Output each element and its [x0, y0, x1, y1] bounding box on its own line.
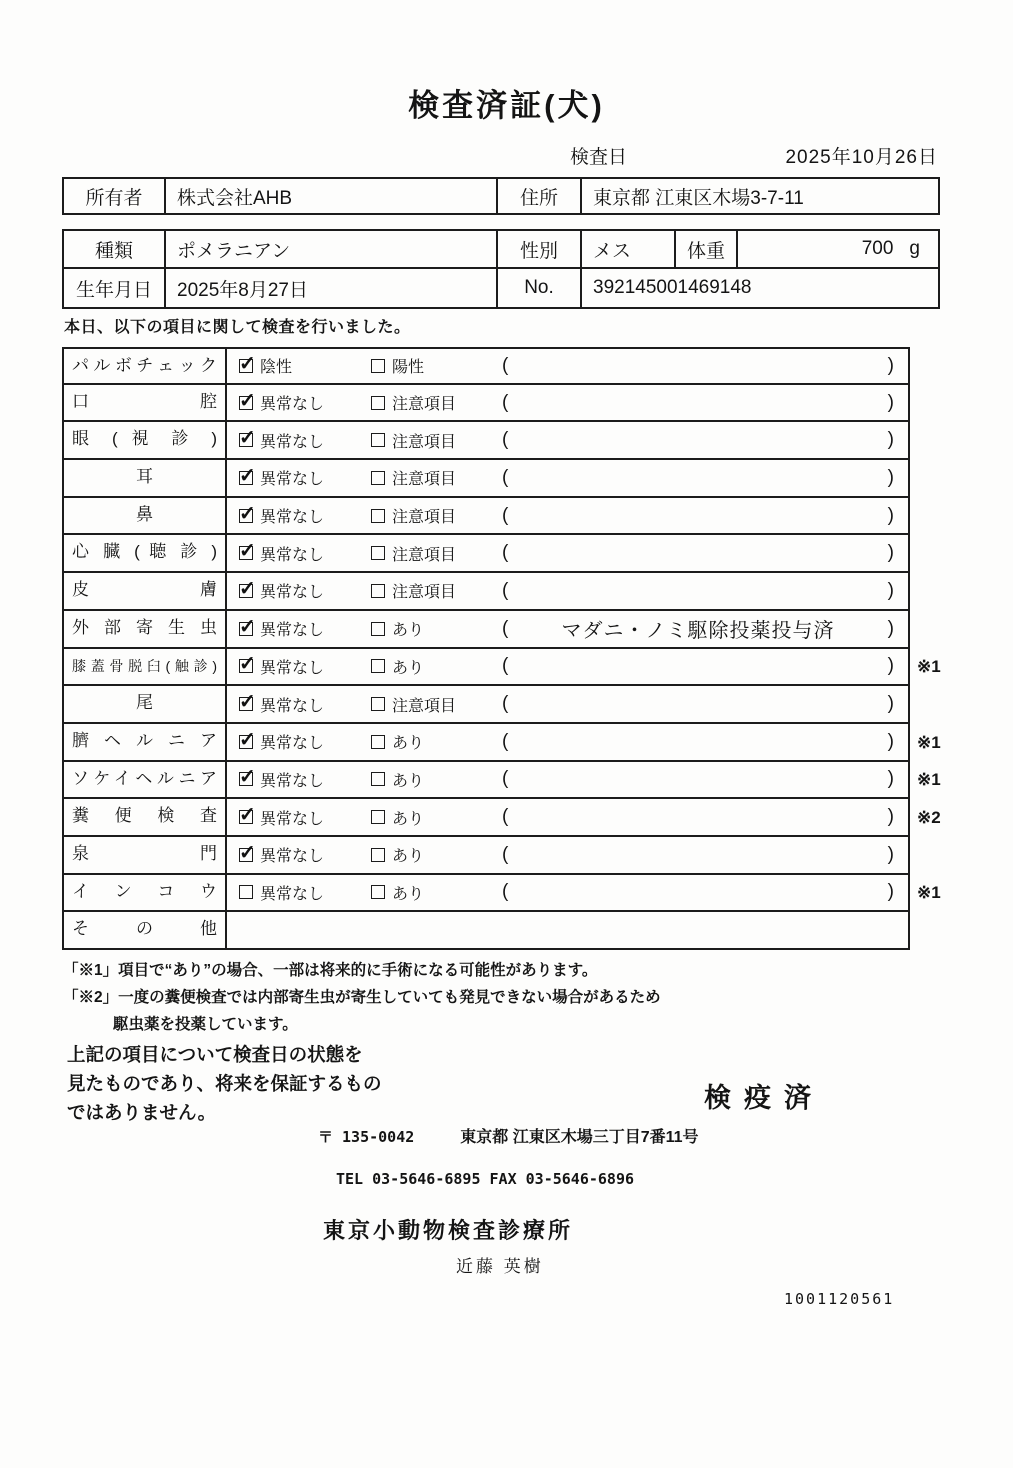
paren-open: ( [502, 391, 509, 413]
note-marker [910, 686, 965, 724]
inspection-row-body [227, 649, 908, 685]
checkbox-option [227, 730, 369, 753]
unchecked-checkbox-icon[interactable] [371, 697, 385, 711]
inspection-row-main [62, 762, 910, 800]
inspection-item-label: 心 臓 ( 聴 診 ) [64, 535, 227, 571]
inspection-row-main [62, 422, 910, 460]
paren-close: ) [887, 542, 894, 564]
footnotes [63, 957, 661, 1038]
checkbox-option [369, 579, 502, 602]
inspection-item-label: 眼 ( 視 診 ) [64, 422, 227, 458]
checkbox-label: 異常なし [260, 546, 325, 564]
checkbox-label: 注意項目 [392, 697, 457, 715]
paren-field [502, 542, 908, 564]
paren-open: ( [502, 843, 509, 865]
checkbox-label: あり [392, 772, 425, 790]
inspection-row [62, 762, 967, 800]
unchecked-checkbox-icon[interactable] [371, 848, 385, 862]
inspection-row-main [62, 724, 910, 762]
inspection-date-row [62, 142, 940, 168]
paren-field [502, 392, 908, 414]
unchecked-checkbox-icon[interactable] [371, 546, 385, 560]
inspection-row [62, 912, 967, 950]
checkbox-option [369, 504, 502, 527]
paren-close: ) [887, 504, 894, 526]
inspection-row-main [62, 460, 910, 498]
inspection-row-body [227, 422, 908, 458]
owner-value: 株式会社AHB [166, 179, 498, 213]
paren-open: ( [502, 504, 509, 526]
weight-value: 700 [861, 238, 894, 259]
disclaimer-line-1: 上記の項目について検査日の状態を [67, 1044, 363, 1065]
inspection-row-body [227, 724, 908, 760]
inspection-item-label: 鼻 [64, 498, 227, 534]
checkbox-option [369, 429, 502, 452]
inspection-date-value: 2025年10月26日 [785, 147, 938, 168]
inspection-row-body [227, 799, 908, 835]
checkbox-label: 異常なし [260, 471, 325, 489]
note-marker [910, 535, 965, 573]
checkbox-option [227, 542, 369, 565]
breed-value: ポメラニアン [166, 231, 498, 267]
inspection-table [62, 347, 967, 950]
unchecked-checkbox-icon[interactable] [371, 584, 385, 598]
inspection-row-body [227, 686, 908, 722]
checkbox-option [369, 693, 502, 716]
weight-unit: g [909, 238, 920, 259]
checkbox-label: 注意項目 [392, 471, 457, 489]
unchecked-checkbox-icon[interactable] [371, 735, 385, 749]
checkbox-option [227, 843, 369, 866]
checked-checkbox-icon[interactable] [239, 471, 253, 485]
inspection-row [62, 875, 967, 913]
paren-field [502, 429, 908, 451]
inspection-row-main [62, 875, 910, 913]
checkbox-option [369, 843, 502, 866]
checkbox-option [369, 730, 502, 753]
paren-close: ) [887, 466, 894, 488]
paren-close: ) [887, 655, 894, 677]
paren-open: ( [502, 806, 509, 828]
clinic-name: 東京小動物検査診療所 [323, 1218, 574, 1243]
paren-field [502, 731, 908, 753]
checked-checkbox-icon[interactable] [239, 848, 253, 862]
checkbox-option [369, 542, 502, 565]
checkbox-option [369, 466, 502, 489]
checkbox-option [227, 354, 369, 377]
checked-checkbox-icon[interactable] [239, 546, 253, 560]
checkbox-label: 異常なし [260, 735, 325, 753]
checkbox-option [227, 881, 369, 904]
checkbox-option [227, 655, 369, 678]
checked-checkbox-icon[interactable] [239, 359, 253, 373]
inspection-row-main [62, 385, 910, 423]
paren-field [502, 693, 908, 715]
inspection-item-label: 糞 便 検 査 [64, 799, 227, 835]
checked-checkbox-icon[interactable] [239, 772, 253, 786]
checkbox-label: 注意項目 [392, 396, 457, 414]
paren-close: ) [887, 693, 894, 715]
disclaimer-line-3: ではありません。 [67, 1102, 217, 1123]
inspection-item-label: 口 腔 [64, 385, 227, 421]
unchecked-checkbox-icon[interactable] [371, 810, 385, 824]
checkbox-option [369, 391, 502, 414]
paren-open: ( [502, 542, 509, 564]
inspection-row-body [227, 385, 908, 421]
inspection-item-label: 膝蓋骨脱臼(触診) [64, 649, 227, 685]
inspection-row-body [227, 498, 908, 534]
inspection-row [62, 799, 967, 837]
paren-field [502, 355, 908, 377]
sex-value: メス [582, 231, 676, 267]
checkbox-label: 注意項目 [392, 433, 457, 451]
inspection-row [62, 649, 967, 687]
inspection-row-main [62, 573, 910, 611]
checked-checkbox-icon[interactable] [239, 735, 253, 749]
inspection-item-label: そ の 他 [64, 912, 227, 948]
note-marker [910, 422, 965, 460]
note-marker [910, 611, 965, 649]
inspection-row-main [62, 649, 910, 687]
note-marker: ※1 [917, 657, 941, 677]
unchecked-checkbox-icon[interactable] [371, 772, 385, 786]
owner-table [62, 177, 940, 215]
paren-open: ( [502, 579, 509, 601]
footnote-1: 「※1」項目で“あり”の場合、一部は将来的に手術になる可能性があります。 [63, 962, 598, 979]
checked-checkbox-icon[interactable] [239, 697, 253, 711]
unchecked-checkbox-icon[interactable] [239, 885, 253, 899]
paren-field [502, 580, 908, 602]
checkbox-option [227, 617, 369, 640]
checkbox-option [227, 391, 369, 414]
inspection-row [62, 837, 967, 875]
checkbox-label: 異常なし [260, 810, 325, 828]
checkbox-label: 異常なし [260, 848, 325, 866]
birthdate-label: 生年月日 [64, 269, 166, 307]
pet-table-row-1 [64, 231, 938, 269]
checkbox-option [227, 806, 369, 829]
paren-field [502, 881, 908, 903]
note-marker [910, 837, 965, 875]
paren-open: ( [502, 655, 509, 677]
inspection-row-body [227, 349, 908, 383]
inspection-item-label: イ ン コ ウ [64, 875, 227, 911]
checkbox-option [369, 881, 502, 904]
note-marker [910, 573, 965, 611]
inspection-date-label: 検査日 [570, 147, 628, 168]
note-marker [910, 347, 965, 385]
paren-field [502, 844, 908, 866]
address-value: 東京都 江東区木場3-7-11 [593, 187, 804, 209]
inspection-row-body [227, 460, 908, 496]
inspection-item-label: ソケイヘルニア [64, 762, 227, 798]
inspection-row-main [62, 347, 910, 385]
paren-close: ) [887, 806, 894, 828]
inspection-row [62, 385, 967, 423]
checkbox-label: あり [392, 622, 425, 640]
inspection-row-body [227, 875, 908, 911]
inspection-item-label: 耳 [64, 460, 227, 496]
inspection-row [62, 460, 967, 498]
checked-checkbox-icon[interactable] [239, 433, 253, 447]
birthdate-value: 2025年8月27日 [166, 269, 498, 307]
veterinarian-name: 近藤 英樹 [456, 1257, 544, 1276]
checked-checkbox-icon[interactable] [239, 509, 253, 523]
weight-label: 体重 [676, 231, 738, 267]
checkbox-label: あり [392, 659, 425, 677]
checkbox-label: 異常なし [260, 772, 325, 790]
inspection-row-body [227, 762, 908, 798]
checked-checkbox-icon[interactable] [239, 622, 253, 636]
checkbox-label: 注意項目 [392, 546, 457, 564]
checkbox-label: 異常なし [260, 659, 325, 677]
inspection-row-body [227, 611, 908, 647]
disclaimer-line-2: 見たものであり、将来を保証するもの [67, 1073, 382, 1094]
quarantine-stamp: 検疫済 [704, 1083, 824, 1113]
inspection-row [62, 422, 967, 460]
inspection-item-label: 尾 [64, 686, 227, 722]
inspection-row-main [62, 498, 910, 536]
no-label: No. [498, 269, 582, 307]
inspection-row-body [227, 912, 908, 948]
unchecked-checkbox-icon[interactable] [371, 659, 385, 673]
unchecked-checkbox-icon[interactable] [371, 471, 385, 485]
footnote-2-continued: 駆虫薬を投薬しています。 [113, 1016, 298, 1033]
inspection-row-main [62, 837, 910, 875]
paren-close: ) [887, 881, 894, 903]
paren-close: ) [887, 579, 894, 601]
inspection-row [62, 611, 967, 649]
paren-close: ) [887, 429, 894, 451]
breed-label: 種類 [64, 231, 166, 267]
unchecked-checkbox-icon[interactable] [371, 396, 385, 410]
inspection-row [62, 573, 967, 611]
paren-open: ( [502, 881, 509, 903]
inspection-row [62, 535, 967, 573]
checkbox-label: 注意項目 [392, 584, 457, 602]
inspection-row-main [62, 611, 910, 649]
checked-checkbox-icon[interactable] [239, 810, 253, 824]
inspection-item-label: 臍 ヘ ル ニ ア [64, 724, 227, 760]
inspection-item-label: 泉 門 [64, 837, 227, 873]
checkbox-option [227, 429, 369, 452]
checkbox-label: 異常なし [260, 885, 325, 903]
unchecked-checkbox-icon[interactable] [371, 622, 385, 636]
inspection-row [62, 686, 967, 724]
paren-field [502, 614, 908, 643]
checkbox-label: あり [392, 885, 425, 903]
checkbox-label: あり [392, 848, 425, 866]
clinic-postal-code: 〒 135-0042 [318, 1128, 415, 1146]
address-label: 住所 [498, 179, 582, 213]
checkbox-option [369, 806, 502, 829]
inspection-row [62, 498, 967, 536]
disclaimer-text [67, 1040, 382, 1127]
checked-checkbox-icon[interactable] [239, 396, 253, 410]
unchecked-checkbox-icon[interactable] [371, 359, 385, 373]
checkbox-option [227, 504, 369, 527]
checkbox-option [369, 617, 502, 640]
paren-close: ) [887, 768, 894, 790]
paren-field [502, 505, 908, 527]
inspection-row-main [62, 799, 910, 837]
checkbox-label: 異常なし [260, 396, 325, 414]
paren-close: ) [887, 730, 894, 752]
checkbox-option [227, 579, 369, 602]
clinic-address: 東京都 江東区木場三丁目7番11号 [460, 1129, 699, 1146]
checkbox-option [369, 768, 502, 791]
checkbox-label: 注意項目 [392, 509, 457, 527]
checkbox-label: 異常なし [260, 509, 325, 527]
paren-field [502, 655, 908, 677]
note-marker: ※1 [917, 770, 941, 790]
note-marker: ※1 [917, 883, 941, 903]
inspection-row-body [227, 535, 908, 571]
no-value: 392145001469148 [593, 277, 752, 298]
paren-close: ) [887, 843, 894, 865]
checkbox-option [227, 466, 369, 489]
checkbox-label: あり [392, 735, 425, 753]
note-marker [910, 498, 965, 536]
paren-field [502, 806, 908, 828]
note-marker [910, 385, 965, 423]
pet-table-row-2 [64, 269, 938, 307]
inspection-item-label: パルボチェック [64, 349, 227, 383]
paren-open: ( [502, 429, 509, 451]
inspection-row-main [62, 912, 910, 950]
note-marker [910, 912, 965, 950]
clinic-address-row [318, 1124, 699, 1147]
owner-label: 所有者 [64, 179, 166, 213]
paren-open: ( [502, 354, 509, 376]
serial-number: 1001120561 [784, 1290, 895, 1308]
checked-checkbox-icon[interactable] [239, 584, 253, 598]
paren-value: マダニ・ノミ駆除投薬投与済 [561, 620, 835, 643]
paren-close: ) [887, 617, 894, 639]
inspection-row-main [62, 686, 910, 724]
weight-value-cell [738, 231, 938, 267]
clinic-tel-fax: TEL 03-5646-6895 FAX 03-5646-6896 [336, 1170, 635, 1188]
checkbox-option [227, 768, 369, 791]
note-marker: ※2 [917, 808, 941, 828]
checkbox-label: 異常なし [260, 622, 325, 640]
paren-close: ) [887, 354, 894, 376]
checkbox-label: 異常なし [260, 697, 325, 715]
pet-table [62, 229, 940, 309]
footnote-2: 「※2」一度の糞便検査では内部寄生虫が寄生していても発見できない場合があるため [63, 989, 661, 1006]
checked-checkbox-icon[interactable] [239, 659, 253, 673]
unchecked-checkbox-icon[interactable] [371, 509, 385, 523]
paren-open: ( [502, 730, 509, 752]
paren-field [502, 768, 908, 790]
inspection-item-label: 外 部 寄 生 虫 [64, 611, 227, 647]
checkbox-label: 異常なし [260, 584, 325, 602]
paren-close: ) [887, 391, 894, 413]
inspection-row [62, 347, 967, 385]
checkbox-option [227, 693, 369, 716]
inspection-row [62, 724, 967, 762]
checkbox-option [369, 655, 502, 678]
inspection-row-body [227, 837, 908, 873]
unchecked-checkbox-icon[interactable] [371, 433, 385, 447]
paren-open: ( [502, 466, 509, 488]
inspection-row-body [227, 573, 908, 609]
checkbox-label: 陰性 [260, 359, 293, 377]
inspection-item-label: 皮 膚 [64, 573, 227, 609]
checkbox-label: 陽性 [392, 359, 425, 377]
paren-field [502, 467, 908, 489]
inspection-row-main [62, 535, 910, 573]
paren-open: ( [502, 768, 509, 790]
paren-open: ( [502, 693, 509, 715]
intro-text: 本日、以下の項目に関して検査を行いました。 [64, 319, 411, 336]
checkbox-label: 異常なし [260, 433, 325, 451]
page-title: 検査済証(犬) [408, 88, 605, 123]
paren-open: ( [502, 617, 509, 639]
note-marker: ※1 [917, 732, 941, 752]
note-marker [910, 460, 965, 498]
checkbox-label: あり [392, 810, 425, 828]
checkbox-option [369, 354, 502, 377]
unchecked-checkbox-icon[interactable] [371, 885, 385, 899]
sex-label: 性別 [498, 231, 582, 267]
